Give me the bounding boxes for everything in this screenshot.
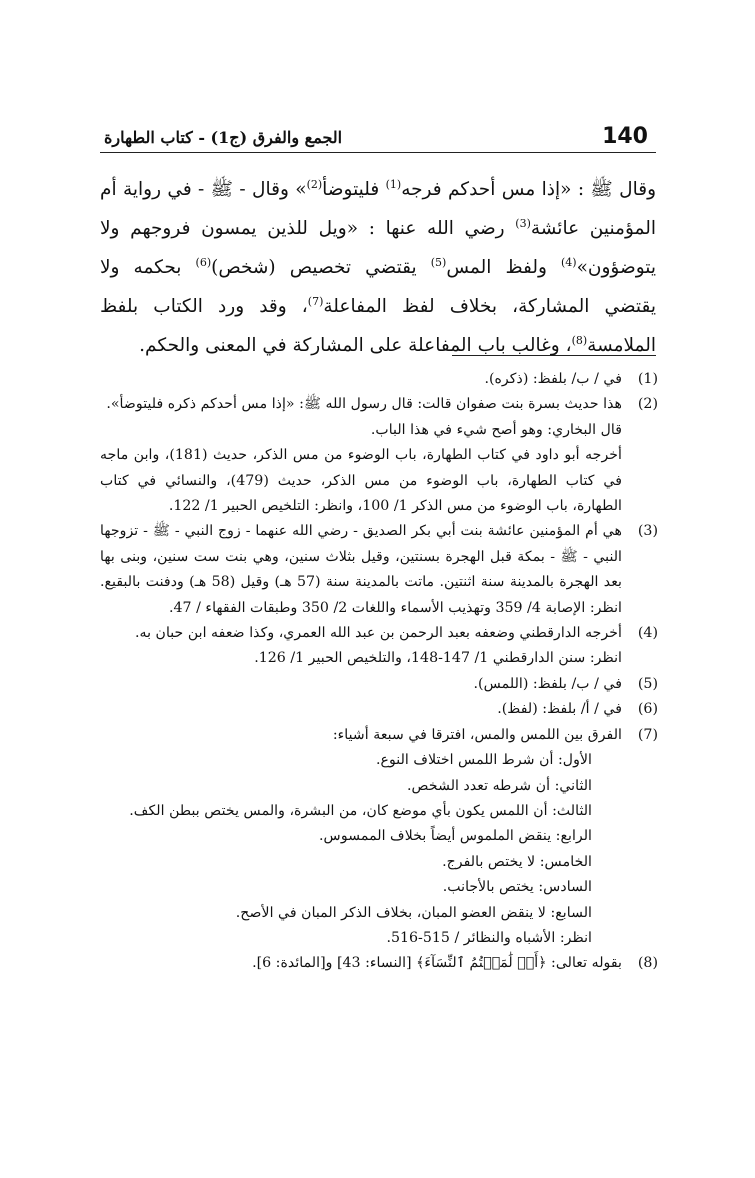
reference-line: انظر: الأشباه والنظائر / 515-516.: [386, 929, 592, 946]
footnote-ref-8[interactable]: (8): [571, 333, 588, 347]
footnote-ref-1[interactable]: (1): [385, 177, 402, 191]
footnote-4: (4) أخرجه الدارقطني وضعفه بعبد الرحمن بن عبد الله العمري، وكذا ضعفه ابن حبان به. انظر: سنن الدارقطني 1/ 147-148، والتلخيص الحبير 1/ 126.: [100, 621, 658, 672]
main-paragraph: وقال ﷺ : «إذا مس أحدكم فرجه$^{(1)}$ فليتوضأ$^{(2)}$» وقال - ﷺ - في رواية أم المؤمنين عائشة$^{(3)}$ رضي الله عنها : «ويل للذين يمسون فروجهم ولا يتوضؤون»$^{(4)}$ ولفظ المس$^{(5)}$ يقتضي تخصيص (شخص)$^{(6)}$ بحكمه ولا يقتضي المشاركة، بخلاف لفظ المفاعلة$^{(7)}$، وقد ورد الكتاب بلفظ الملامسة$^{(8)}$، وغالب باب المفاعلة على المشاركة في المعنى والحكم.: [100, 177, 657, 356]
difference-item: الأول: أن شرط اللمس اختلاف النوع.: [376, 752, 592, 769]
main-text: [100, 170, 656, 365]
footnote-ref-7[interactable]: (7): [307, 294, 324, 308]
header-rule: [100, 152, 656, 153]
difference-item: الثاني: أن شرطه تعدد الشخص.: [407, 777, 592, 794]
difference-item: الرابع: ينقض الملموس أيضاً بخلاف الممسوس.: [319, 828, 592, 845]
footnote-number: (8): [637, 955, 658, 972]
footnote-3: (3) هي أم المؤمنين عائشة بنت أبي بكر الصديق - رضي الله عنهما - زوج النبي - ﷺ - تزوجها النبي - ﷺ - بمكة قبل الهجرة بسنتين، وقيل بثلاث سنين، وهي بنت ست سنين، وبنى بها بعد الهجرة بالمدينة سنة اثنتين. ماتت بالمدينة سنة (57 هـ) وقيل (58 هـ) ودفنت بالبقيع. انظر: الإصابة 4/ 359 وتهذيب الأسماء واللغات 2/ 350 وطبقات الفقهاء / 47.: [100, 519, 658, 621]
page-number: 140: [602, 124, 648, 149]
footnote-ref-5[interactable]: (5): [430, 255, 447, 269]
footnote-separator: [452, 355, 656, 356]
difference-item: الخامس: لا يختص بالفرج.: [442, 853, 592, 870]
running-header: [98, 118, 654, 152]
running-title: الجمع والفرق (ج1) - كتاب الطهارة: [104, 128, 343, 147]
footnote-number: (6): [637, 701, 658, 718]
footnote-number: (4): [637, 625, 658, 642]
footnote-7: (7) الفرق بين اللمس والمس، افترقا في سبعة أشياء: الأول: أن شرط اللمس اختلاف النوع. الثاني: أن شرطه تعدد الشخص. الثالث: أن اللمس يكون بأي موضع كان، من البشرة، والمس يختص ببطن الكف. الرابع: ينقض الملموس أيضاً بخلاف الممسوس. الخامس: لا يختص بالفرج. السادس: يختص بالأجانب. السابع: لا ينقض العضو المبان، بخلاف الذكر المبان في الأصح. انظر: الأشباه والنظائر / 515-516.: [100, 723, 658, 952]
footnote-number: (7): [637, 726, 658, 743]
footnote-number: (1): [637, 371, 658, 387]
footnote-ref-4[interactable]: (4): [561, 255, 577, 269]
footnote-5: (5) في / ب/ بلفظ: (اللمس).: [100, 672, 658, 697]
footnote-ref-3[interactable]: (3): [515, 216, 531, 230]
footnote-1: (1) في / ب/ بلفظ: (ذكره).: [100, 367, 658, 392]
footnote-number: (3): [637, 523, 658, 540]
footnote-number: (5): [637, 675, 658, 692]
footnote-6: (6) في / أ/ بلفظ: (لفظ).: [100, 697, 658, 722]
difference-item: الثالث: أن اللمس يكون بأي موضع كان، من البشرة، والمس يختص ببطن الكف.: [129, 802, 592, 819]
difference-item: السابع: لا ينقض العضو المبان، بخلاف الذكر المبان في الأصح.: [235, 904, 592, 921]
footnote-8: (8) بقوله تعالى: ﴿أَوۡ لَٰمَسۡتُمُ ٱلنِّسَآءَ﴾ [النساء: 43] و[المائدة: 6].: [100, 951, 658, 976]
difference-item: السادس: يختص بالأجانب.: [442, 879, 592, 896]
footnotes: [100, 367, 658, 977]
footnote-2: (2) هذا حديث بسرة بنت صفوان قالت: قال رسول الله ﷺ: «إذا مس أحدكم ذكره فليتوضأ». قال البخاري: وهو أصح شيء في هذا الباب. أخرجه أبو داود في كتاب الطهارة، باب الوضوء من مس الذكر، حديث (181)، وابن ماجه في كتاب الطهارة، باب الوضوء من مس الذكر، حديث (479)، والنسائي في كتاب الطهارة، باب الوضوء من مس الذكر 1/ 100، وانظر: التلخيص الحبير 1/ 122.: [100, 392, 658, 519]
footnote-ref-2[interactable]: (2): [306, 177, 323, 191]
footnote-number: (2): [637, 396, 658, 413]
footnote-ref-6[interactable]: (6): [195, 255, 212, 269]
